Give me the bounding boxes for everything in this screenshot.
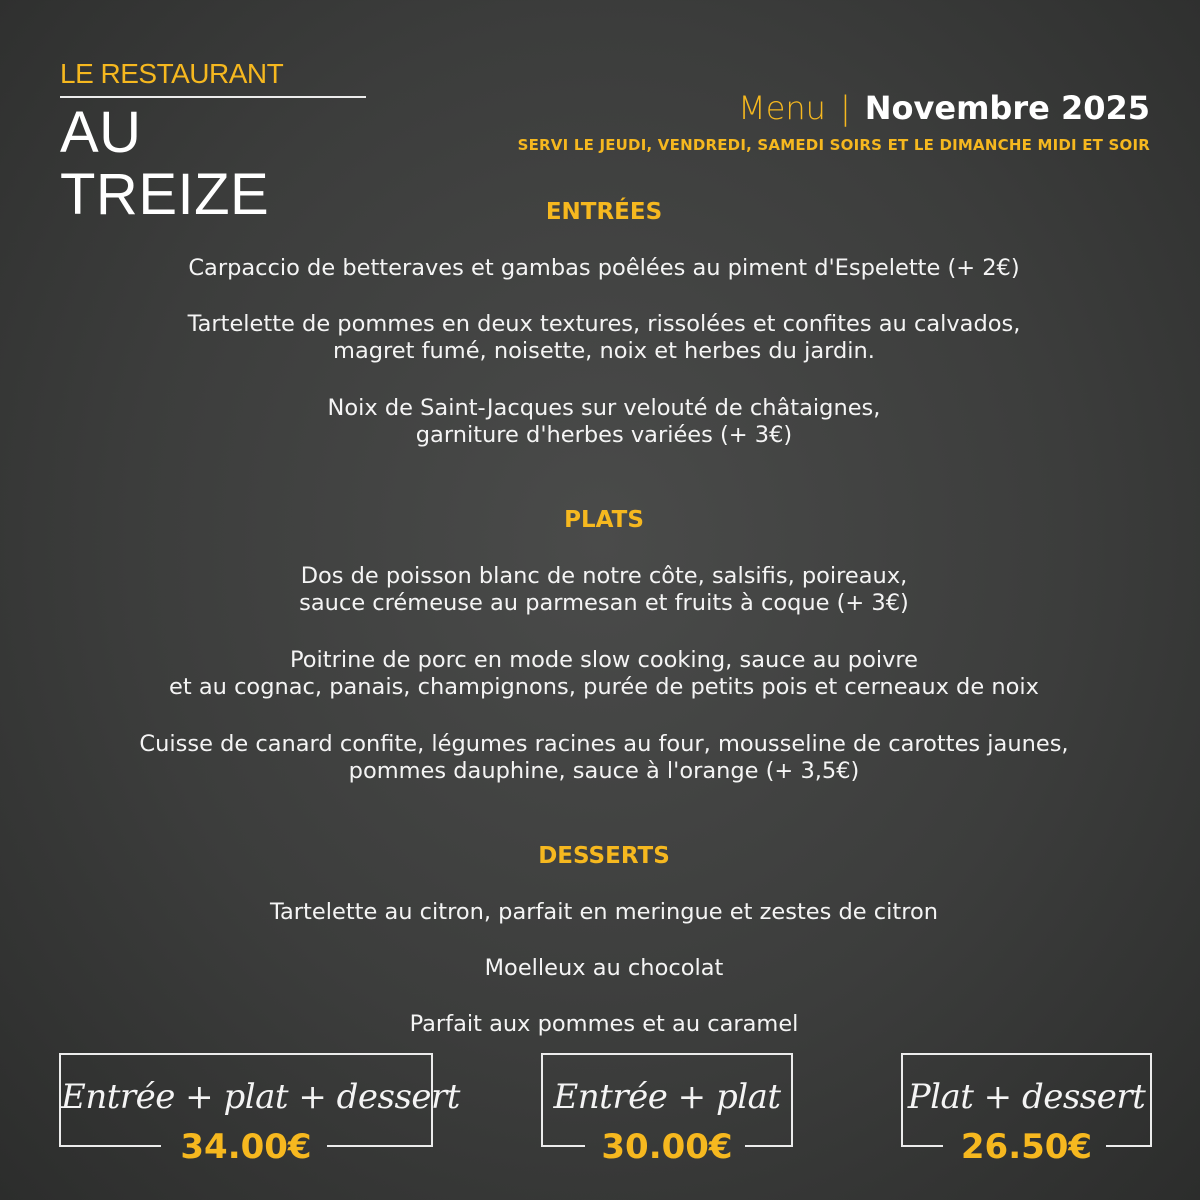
formula-price — [903, 1127, 1150, 1167]
menu-title — [518, 88, 1150, 128]
dish-entree-1: Carpaccio de betteraves et gambas poêlées au piment d'Espelette (+ 2€) — [188, 255, 1020, 281]
formula-price — [61, 1127, 431, 1167]
menu-separator: | — [839, 89, 851, 127]
dish-entree-2: Tartelette de pommes en deux textures, rissolées et confites au calvados, magret fumé, noisette, noix et herbes du jardin. — [187, 311, 1021, 364]
formula-label: Entrée + plat — [553, 1077, 781, 1117]
menu-header — [518, 88, 1150, 154]
dish-plat-1: Dos de poisson blanc de notre côte, salsifis, poireaux, sauce crémeuse au parmesan et fruits à coque (+ 3€) — [299, 563, 909, 616]
brand-subtitle: LE RESTAURANT — [60, 58, 366, 98]
formula-box-entree-plat — [541, 1053, 793, 1167]
formula-price — [543, 1127, 791, 1167]
dish-dessert-1: Tartelette au citron, parfait en meringue et zestes de citron — [270, 899, 938, 925]
section-title-plats: PLATS — [564, 507, 644, 533]
menu-month: Novembre 2025 — [864, 89, 1150, 127]
formula-price-value: 26.50€ — [960, 1127, 1093, 1167]
formula-price-value: 30.00€ — [601, 1127, 733, 1167]
menu-word: Menu — [738, 89, 826, 127]
formula-box-full — [59, 1053, 460, 1167]
service-times: SERVI LE JEUDI, VENDREDI, SAMEDI SOIRS ET LE DIMANCHE MIDI ET SOIR — [517, 136, 1150, 154]
restaurant-name: AU TREIZE — [60, 100, 270, 227]
dish-dessert-2: Moelleux au chocolat — [484, 955, 724, 981]
section-title-desserts: DESSERTS — [538, 843, 670, 869]
dish-plat-3: Cuisse de canard confite, légumes racines au four, mousseline de carottes jaunes, pommes dauphine, sauce à l'orange (+ 3,5€) — [139, 731, 1069, 784]
formula-label: Entrée + plat + dessert — [61, 1077, 460, 1117]
formula-price-value: 34.00€ — [180, 1127, 312, 1167]
formula-label: Plat + dessert — [907, 1077, 1146, 1117]
dish-entree-3: Noix de Saint-Jacques sur velouté de châtaignes, garniture d'herbes variées (+ 3€) — [327, 395, 881, 448]
formula-box-plat-dessert — [901, 1053, 1152, 1167]
section-title-entrees: ENTRÉES — [545, 199, 663, 225]
dish-dessert-3: Parfait aux pommes et au caramel — [409, 1011, 799, 1037]
dish-plat-2: Poitrine de porc en mode slow cooking, sauce au poivre et au cognac, panais, champignons, purée de petits pois et cerneaux de noix — [169, 647, 1039, 700]
